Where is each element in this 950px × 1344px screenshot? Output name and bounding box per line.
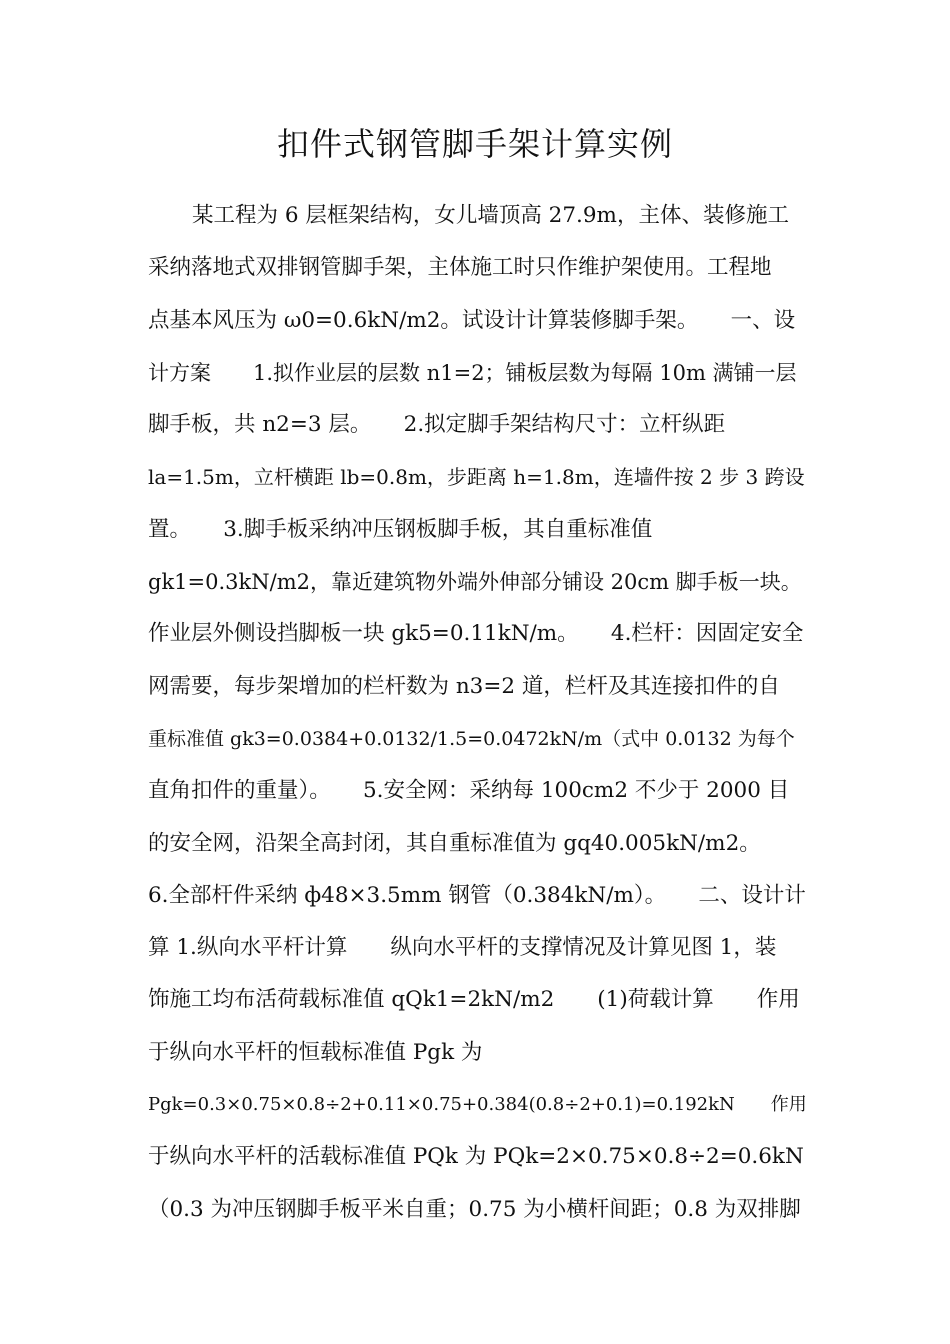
body-line: （0.3 为冲压钢脚手板平米自重；0.75 为小横杆间距；0.8 为双排脚 — [148, 1196, 801, 1222]
body-line: 重标准值 gk3=0.0384+0.0132/1.5=0.0472kN/m（式中 0.0132 为每个 — [148, 727, 795, 750]
body-line: 脚手板，共 n2=3 层。 2.拟定脚手架结构尺寸：立杆纵距 — [148, 412, 726, 438]
body-line: 直角扣件的重量）。 5.安全网：采纳每 100cm2 不少于 2000 目 — [148, 778, 790, 804]
body-line: 计方案 1.拟作业层的层数 n1=2；铺板层数为每隔 10m 满铺一层 — [148, 360, 797, 385]
body-line: 采纳落地式双排钢管脚手架，主体施工时只作维护架使用。工程地 — [148, 255, 772, 281]
body-line: 算 1.纵向水平杆计算 纵向水平杆的支撑情况及计算见图 1，装 — [148, 935, 777, 961]
body-line: 饰施工均布活荷载标准值 qQk1=2kN/m2 (1)荷载计算 作用 — [148, 987, 800, 1013]
body-line: 6.全部杆件采纳 ф48×3.5mm 钢管（0.384kN/m）。 二、设计计 — [148, 882, 806, 908]
document-title: 扣件式钢管脚手架计算实例 — [276, 125, 673, 163]
body-line: 的安全网，沿架全高封闭，其自重标准值为 gq40.005kN/m2。 — [148, 830, 761, 856]
body-line: 置。 3.脚手板采纳冲压钢板脚手板，其自重标准值 — [148, 516, 653, 542]
body-line: 网需要，每步架增加的栏杆数为 n3=2 道，栏杆及其连接扣件的自 — [148, 673, 780, 699]
body-line: 于纵向水平杆的活载标准值 PQk 为 PQk=2×0.75×0.8÷2=0.6kN — [148, 1144, 804, 1170]
body-line: la=1.5m，立杆横距 lb=0.8m，步距离 h=1.8m，连墙件按 2 步 3 跨设 — [148, 465, 805, 490]
body-line: 于纵向水平杆的恒载标准值 Pgk 为 — [148, 1039, 483, 1065]
body-line: gk1=0.3kN/m2，靠近建筑物外端外伸部分铺设 20cm 脚手板一块。 — [148, 570, 802, 595]
body-line: 点基本风压为 ω0=0.6kN/m2。试设计计算装修脚手架。 一、设 — [148, 307, 796, 333]
document-body — [148, 190, 808, 1236]
body-line: 作业层外侧设挡脚板一块 gk5=0.11kN/m。 4.栏杆：因固定安全 — [148, 621, 804, 647]
body-line: 某工程为 6 层框架结构，女儿墙顶高 27.9m，主体、装修施工 — [192, 203, 789, 228]
body-line: Pgk=0.3×0.75×0.8÷2+0.11×0.75+0.384(0.8÷2+0.1)=0.192kN 作用 — [148, 1094, 807, 1116]
